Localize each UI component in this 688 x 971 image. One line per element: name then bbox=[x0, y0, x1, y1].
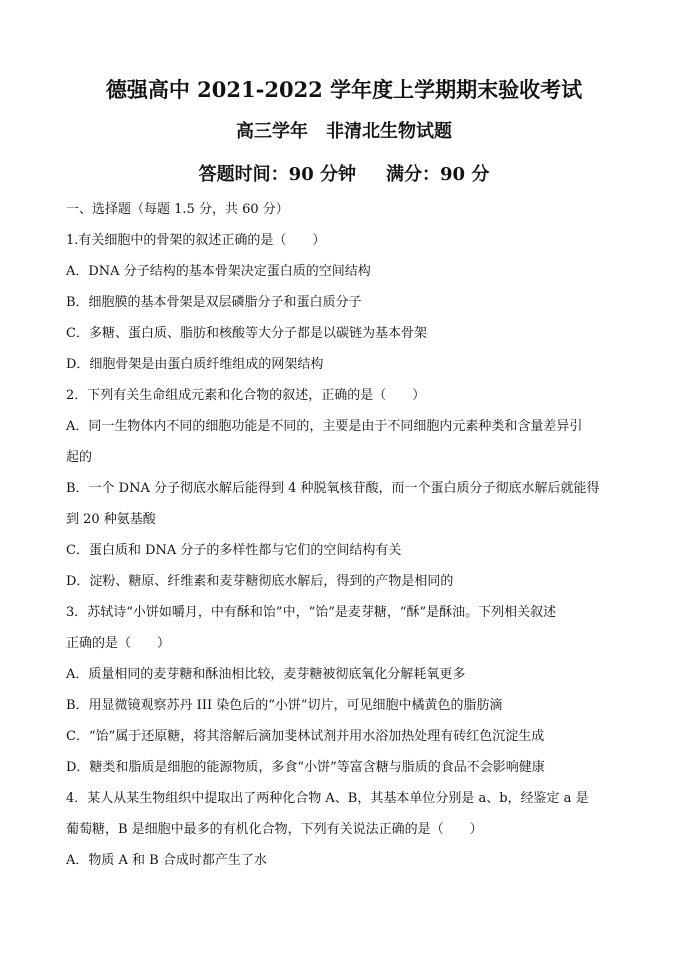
question-1-option-c: C．多糖、蛋白质、脂肪和核酸等大分子都是以碳链为基本骨架 bbox=[66, 326, 427, 341]
exam-info bbox=[0, 160, 688, 186]
question-3-option-d: D．糖类和脂质是细胞的能源物质，多食“小饼”等富含糖与脂质的食品不会影响健康 bbox=[66, 760, 545, 775]
question-4-stem-cont: 葡萄糖，B 是细胞中最多的有机化合物，下列有关说法正确的是（ ） bbox=[66, 822, 483, 837]
question-3-stem: 3．苏轼诗“小饼如嚼月，中有酥和饴”中，“饴”是麦芽糖，“酥”是酥油。下列相关叙述 bbox=[66, 605, 557, 620]
question-2-option-a-cont: 起的 bbox=[66, 450, 93, 465]
question-1-option-a: A．DNA 分子结构的基本骨架决定蛋白质的空间结构 bbox=[66, 264, 371, 279]
grade-label: 高三学年 bbox=[236, 121, 308, 142]
question-2-option-d: D．淀粉、糖原、纤维素和麦芽糖彻底水解后，得到的产物是相同的 bbox=[66, 574, 454, 589]
exam-subtitle bbox=[0, 117, 688, 143]
question-2-option-b: B．一个 DNA 分子彻底水解后能得到 4 种脱氧核苷酸，而一个蛋白质分子彻底水解后就能得 bbox=[66, 481, 600, 496]
section-heading: 一、选择题（每题 1.5 分，共 60 分） bbox=[66, 202, 289, 217]
question-1-option-d: D．细胞骨架是由蛋白质纤维组成的网架结构 bbox=[66, 357, 324, 372]
question-3-option-c: C．“饴”属于还原糖，将其溶解后滴加斐林试剂并用水浴加热处理有砖红色沉淀生成 bbox=[66, 729, 545, 744]
subject-label: 非清北生物试题 bbox=[326, 121, 452, 142]
question-1-stem: 1.有关细胞中的骨架的叙述正确的是（ ） bbox=[66, 233, 326, 248]
score-label: 满分：90 分 bbox=[386, 164, 490, 185]
question-2-option-b-cont: 到 20 种氨基酸 bbox=[66, 512, 156, 527]
question-1-option-b: B．细胞膜的基本骨架是双层磷脂分子和蛋白质分子 bbox=[66, 295, 362, 310]
question-3-option-a: A．质量相同的麦芽糖和酥油相比较，麦芽糖被彻底氧化分解耗氧更多 bbox=[66, 667, 466, 682]
exam-title: 德强高中 2021-2022 学年度上学期期末验收考试 bbox=[105, 77, 583, 102]
time-label: 答题时间：90 分钟 bbox=[198, 164, 356, 185]
question-4-option-a: A．物质 A 和 B 合成时都产生了水 bbox=[66, 853, 267, 868]
question-2-option-a: A．同一生物体内不同的细胞功能是不同的，主要是由于不同细胞内元素种类和含量差异引 bbox=[66, 419, 583, 434]
question-2-option-c: C．蛋白质和 DNA 分子的多样性都与它们的空间结构有关 bbox=[66, 543, 402, 558]
question-3-stem-cont: 正确的是（ ） bbox=[66, 636, 171, 651]
question-2-stem: 2．下列有关生命组成元素和化合物的叙述，正确的是（ ） bbox=[66, 388, 426, 403]
question-4-stem: 4．某人从某生物组织中提取出了两种化合物 A、B，其基本单位分别是 a、b，经鉴定 a 是 bbox=[66, 791, 589, 806]
question-3-option-b: B．用显微镜观察苏丹 III 染色后的“小饼”切片，可见细胞中橘黄色的脂肪滴 bbox=[66, 698, 503, 713]
